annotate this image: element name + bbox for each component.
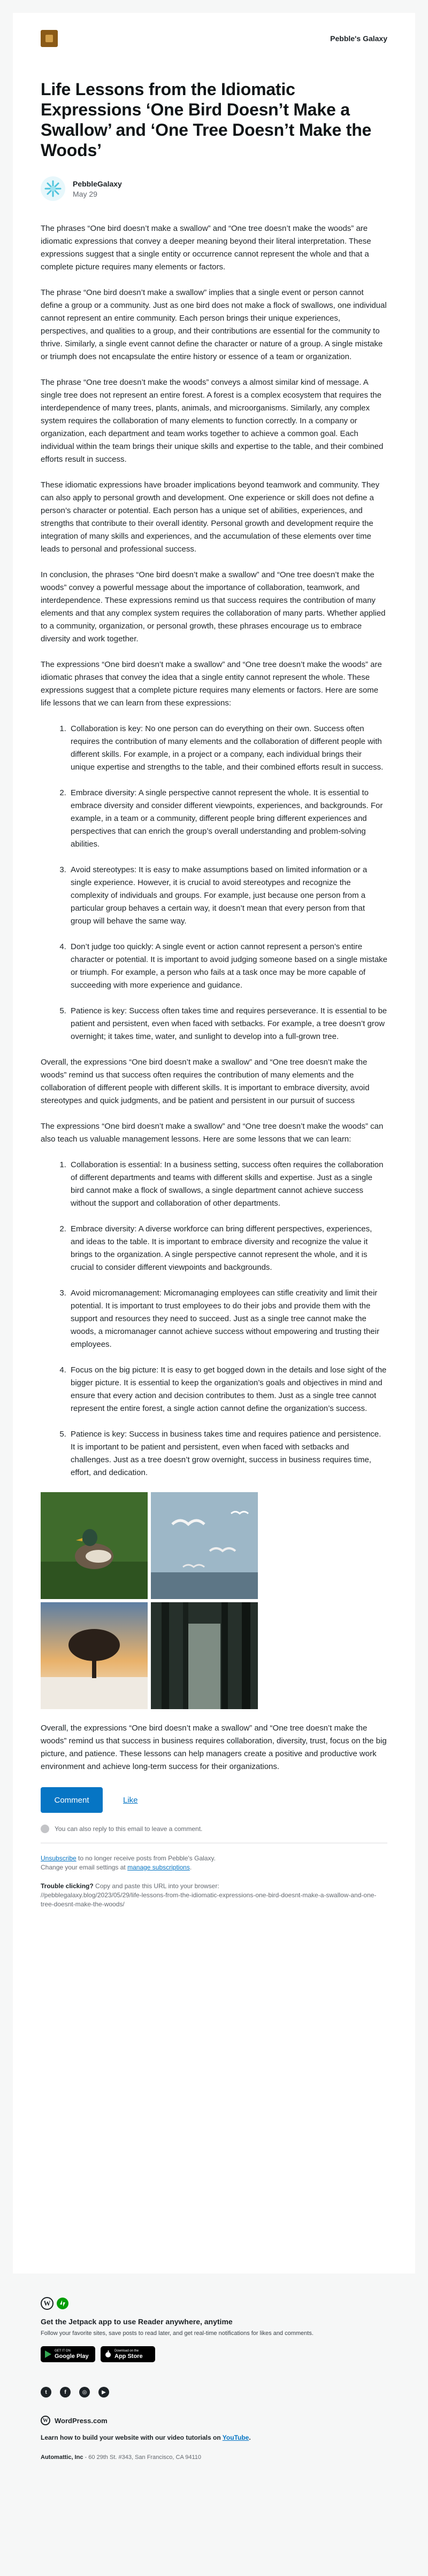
- comment-button[interactable]: Comment: [41, 1787, 103, 1813]
- youtube-icon[interactable]: ▶: [98, 2387, 109, 2397]
- site-name[interactable]: Pebble's Galaxy: [330, 34, 387, 43]
- subscription-notice: Unsubscribe to no longer receive posts from Pebble's Galaxy. Change your email settings at manage subscriptions.: [41, 1855, 216, 1871]
- author-name[interactable]: PebbleGalaxy: [73, 179, 122, 188]
- list-item: 5. Patience is key: Success often takes time and requires perseverance. It is essential to be patient and persistent, even when faced with setbacks. For example, a tree doesn’t grow overnight; it takes time, water, and sunlight to develop into a full-grown tree.: [68, 1005, 387, 1043]
- paragraph: The phrases “One bird doesn’t make a swallow” and “One tree doesn’t make the woods” are idiomatic expressions that convey a deeper meaning beyond their literal interpretation. These expressions suggest that a single entity or occurrence cannot represent the whole and that a complete picture requires many elements or factors.: [41, 224, 371, 271]
- store-badges: [41, 2346, 388, 2362]
- paragraph: The phrase “One tree doesn’t make the woods” conveys a almost similar kind of message. A single tree does not represent an entire forest. A forest is a complex ecosystem that requires the interdependence of many trees, plants, animals, and microorganisms. Similarly, any complex system requires the collaboration of many elements to function correctly. In a company or organization, each department and team works together to achieve a common goal. Each individual within the team brings their unique skills and expertise to the table, and their combined efforts result in success.: [41, 378, 384, 464]
- list-item: 2. Embrace diversity: A single perspective cannot represent the whole. It is essential to embrace diversity and consider different viewpoints, experiences, and backgrounds. For example, in a team or a community, different people bring different experiences and perspectives that can enrich the group’s overall understanding and problem-solving abilities.: [68, 787, 387, 851]
- list-item: 3. Avoid micromanagement: Micromanaging employees can stifle creativity and limit their potential. It is important to trust employees to do their jobs and provide them with the support and resources they need to succeed. Just as a single tree cannot make the woods, a micromanager cannot achieve success without empowering and trusting their employees.: [68, 1287, 387, 1351]
- duck-photo[interactable]: [41, 1492, 148, 1599]
- post-content: [41, 222, 387, 1773]
- post-url[interactable]: //pebblegalaxy.blog/2023/05/29/life-lessons-from-the-idiomatic-expressions-one-bird-doesnt-make-a-swallow-and-one-tree-doesnt-make-the-woods/: [41, 1891, 377, 1908]
- paragraph: Overall, the expressions “One bird doesn’t make a swallow” and “One tree doesn’t make the woods” remind us that success in business requires collaboration, diversity, trust, focus on the big picture, and patience. These lessons can help managers create a positive and productive work environment and achieve long-term success for their organizations.: [41, 1724, 387, 1771]
- post-actions: [41, 1787, 387, 1813]
- manage-subscriptions-link[interactable]: manage subscriptions: [127, 1864, 190, 1871]
- site-logo[interactable]: [41, 30, 58, 47]
- list-item: 4. Focus on the big picture: It is easy to get bogged down in the details and lose sight of the bigger picture. It is essential to keep the organization’s goals and objectives in mind and ensure that every action and decision contributes to them. Just as a single tree cannot represent the entire forest, a single action cannot define the organization’s success.: [68, 1364, 387, 1415]
- unsubscribe-link[interactable]: Unsubscribe: [41, 1855, 77, 1862]
- wordpress-brand: [41, 2416, 388, 2425]
- author-avatar: [41, 176, 65, 201]
- list-item: 1. Collaboration is key: No one person can do everything on their own. Success often requires the contribution of many elements and the collaboration of different people with different skills. For example, in a project or a company, each individual brings their unique expertise and strengths to the table, and their combined efforts result in success.: [68, 723, 387, 774]
- paragraph: The phrase “One bird doesn’t make a swallow” implies that a single event or person cannot define a group or a community. Just as one bird does not make a flock of swallows, one individual cannot represent an entire community. Each person brings their unique experiences, perspectives, and qualities to a group, and their contributions are essential for the community to thrive. Similarly, a single event cannot define the character or nature of a group. A single mistake or triumph does not encapsulate the entire history or essence of a team or organization.: [41, 288, 387, 361]
- seagulls-photo[interactable]: [151, 1492, 258, 1599]
- paragraph: The expressions “One bird doesn’t make a swallow” and “One tree doesn’t make the woods” can also teach us valuable management lessons. Here are some lessons that we can learn:: [41, 1122, 384, 1144]
- lone-tree-photo[interactable]: [41, 1602, 148, 1709]
- app-logos: [41, 2297, 388, 2310]
- post-title[interactable]: Life Lessons from the Idiomatic Expressions ‘One Bird Doesn’t Make a Swallow’ and ‘One Tree Doesn’t Make the Woods’: [41, 80, 372, 160]
- instagram-icon[interactable]: ◎: [79, 2387, 90, 2397]
- twitter-icon[interactable]: t: [41, 2387, 51, 2397]
- jetpack-icon: [57, 2298, 68, 2309]
- google-play-icon: [45, 2350, 51, 2358]
- like-link[interactable]: Like: [123, 1795, 138, 1805]
- facebook-icon[interactable]: f: [60, 2387, 71, 2397]
- list-item: 3. Avoid stereotypes: It is easy to make assumptions based on limited information or a single experience. However, it is crucial to avoid stereotypes and recognize the complexity of individuals and groups. For example, just because one person from a particular group behaves a certain way, it doesn’t mean that every person from that group will behave the same way.: [68, 864, 387, 928]
- list-item: 1. Collaboration is essential: In a business setting, success often requires the collaboration of different departments and teams with different skills and expertise. Just as a single bird cannot make a flock of swallows, a single department cannot achieve success without the support and collaboration of other departments.: [68, 1159, 387, 1210]
- forest-photo[interactable]: [151, 1602, 258, 1709]
- address-text: - 60 29th St. #343, San Francisco, CA 94110: [83, 2454, 201, 2461]
- author-block: [41, 176, 387, 201]
- learn-text: Learn how to build your website with our video tutorials on YouTube.: [41, 2434, 251, 2441]
- app-store-badge[interactable]: Download on the App Store: [101, 2346, 155, 2362]
- email-footer: [41, 2297, 388, 2461]
- paragraph: The expressions “One bird doesn’t make a swallow” and “One tree doesn’t make the woods” are idiomatic phrases that convey the idea that a single entity cannot represent the whole. These expressions suggest that a complete picture requires many elements or factors. Here are some life lessons that we can learn from these expressions:: [41, 660, 382, 708]
- company-address: [41, 2454, 388, 2461]
- wordpress-icon: W: [41, 2297, 54, 2310]
- youtube-link[interactable]: YouTube: [222, 2434, 249, 2441]
- trouble-heading: Trouble clicking?: [41, 1882, 94, 1890]
- paragraph: In conclusion, the phrases “One bird doesn’t make a swallow” and “One tree doesn’t make the woods” convey a powerful message about the importance of collaboration, teamwork, and interdependence. These expressions remind us that success requires the contribution of many elements and that any complex system requires the collaboration of many parts. Whether applied to a community, organization, or personal growth, these phrases encourage us to embrace diversity and work together.: [41, 570, 386, 643]
- paragraph: Overall, the expressions “One bird doesn’t make a swallow” and “One tree doesn’t make the woods” remind us that success often requires the contribution of many elements and the collaboration of different people with different skills. It is important to embrace diversity, avoid stereotypes and quick judgments, and be patient and persistent in our pursuit of success: [41, 1058, 370, 1105]
- social-links: [41, 2387, 388, 2397]
- trouble-text: Copy and paste this URL into your browser:: [93, 1882, 219, 1890]
- life-lessons-list: [41, 723, 387, 1043]
- image-gallery: [41, 1492, 387, 1709]
- apple-icon: [105, 2350, 111, 2358]
- jetpack-subtitle: Follow your favorite sites, save posts to read later, and get real-time notifications for likes and comments.: [41, 2330, 314, 2337]
- reply-icon: [41, 1825, 49, 1833]
- paragraph: These idiomatic expressions have broader implications beyond teamwork and community. They can also apply to personal growth and development. One experience or skill does not define a person’s character or potential. Each person has a unique set of abilities, experiences, and strengths that contribute to their overall identity. Personal growth and development require the integration of many skills and experiences, and the accumulation of these elements over time leads to personal and professional success.: [41, 480, 380, 554]
- email-card: [13, 13, 415, 2274]
- unsubscribe-text: to no longer receive posts from Pebble's Galaxy.: [76, 1855, 216, 1862]
- management-lessons-list: [41, 1159, 387, 1479]
- reply-note: [41, 1825, 387, 1833]
- jetpack-title: Get the Jetpack app to use Reader anywhere, anytime: [41, 2317, 233, 2326]
- email-settings-text: Change your email settings at: [41, 1864, 128, 1871]
- list-item: 5. Patience is key: Success in business takes time and requires patience and persistence. It is important to be patient and persistent, even when faced with setbacks and challenges. Just as a tree doesn’t grow overnight, success in business requires time, effort, and dedication.: [68, 1428, 387, 1479]
- trouble-notice: [41, 1882, 387, 1909]
- site-header: [41, 13, 387, 64]
- company-name: Automattic, Inc: [41, 2454, 83, 2461]
- post-date: May 29: [73, 189, 97, 198]
- list-item: 4. Don’t judge too quickly: A single event or action cannot represent a person’s entire character or potential. It is important to avoid judging someone based on a single mistake or triumph. For example, a person who fails at a task once may be more capable of succeeding with more experience and guidance.: [68, 941, 387, 992]
- google-play-badge[interactable]: GET IT ON Google Play: [41, 2346, 95, 2362]
- list-item: 2. Embrace diversity: A diverse workforce can bring different perspectives, experiences, and ideas to the table. It is important to embrace diversity and recognize the value it brings to the organization. A single perspective cannot represent the whole, and it is crucial to consider different viewpoints and backgrounds.: [68, 1223, 387, 1274]
- reply-note-text: You can also reply to this email to leave a comment.: [55, 1825, 203, 1833]
- wordpress-name[interactable]: WordPress.com: [55, 2416, 108, 2425]
- wordpress-icon: W: [41, 2416, 50, 2425]
